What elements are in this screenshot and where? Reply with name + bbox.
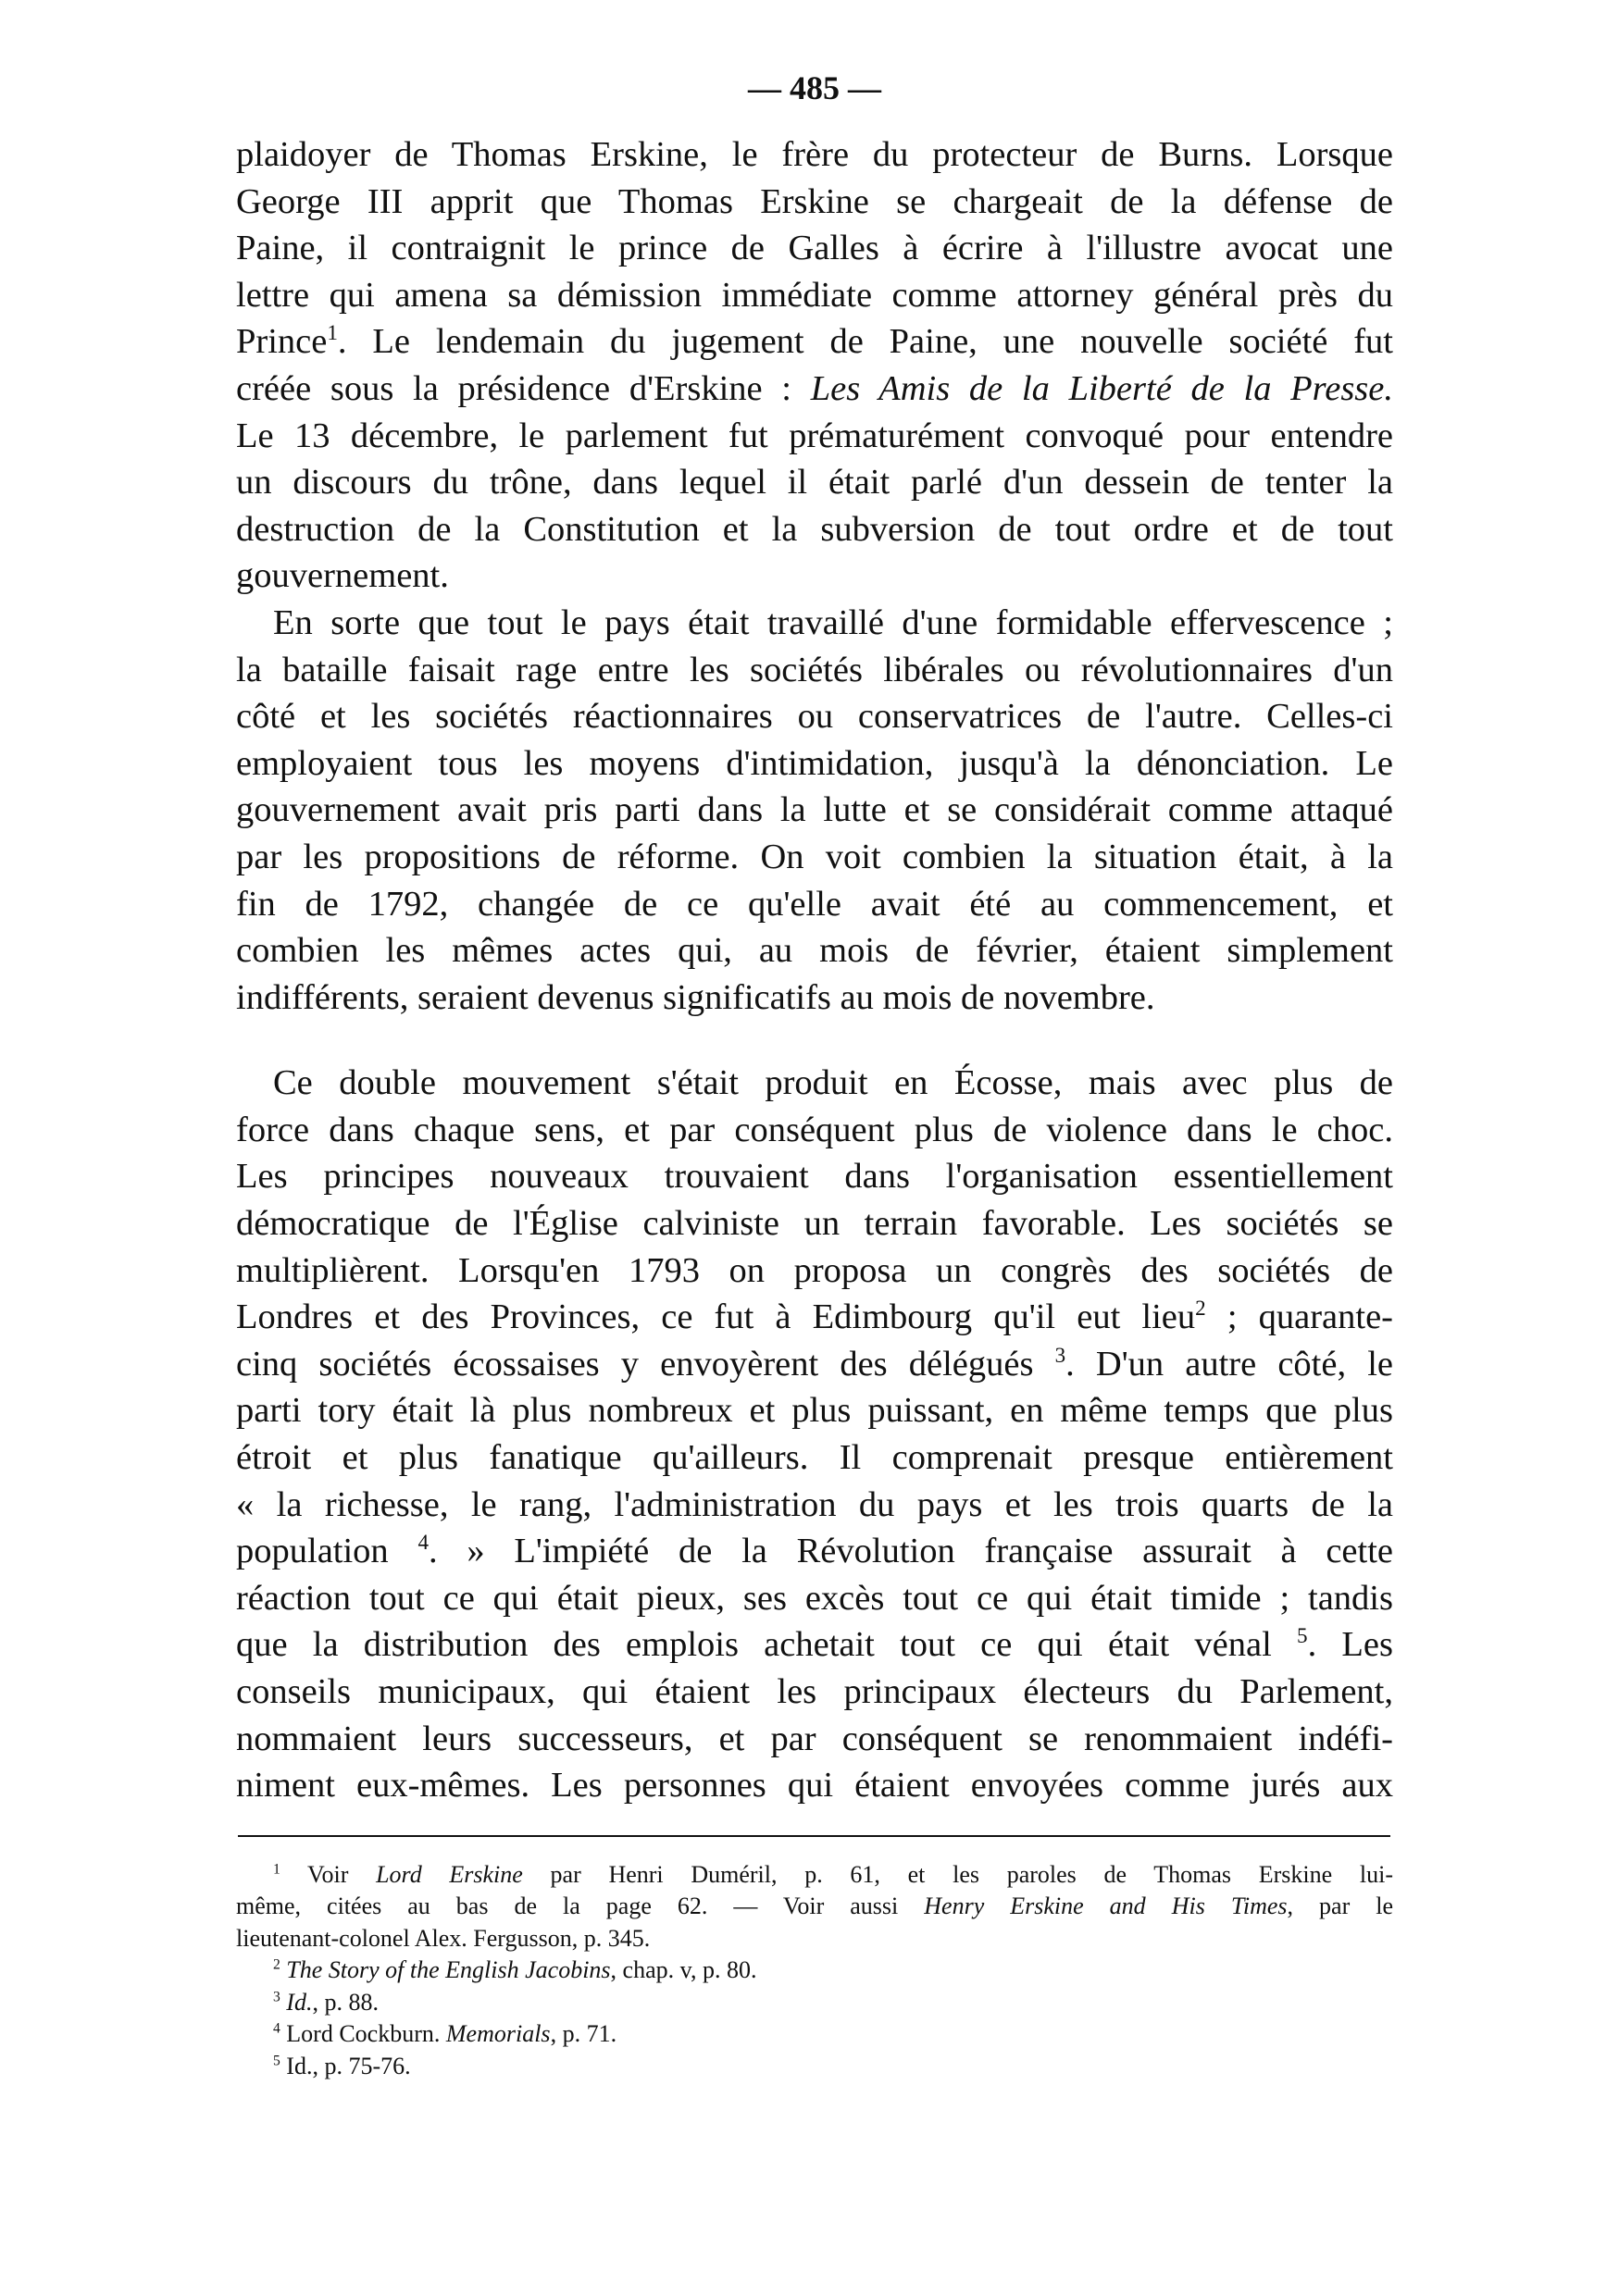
footnote-divider: [238, 1835, 1390, 1837]
text-line: Prince$^1$. Le lendemain du jugement de Paine, une nouvelle société fut: [236, 320, 1393, 362]
footnote-3: $^3$ Id., p. 88.: [273, 1988, 379, 2016]
text-line: créée sous la présidence d'Erskine : Les Amis de la Liberté de la Presse.: [236, 368, 1393, 408]
text-line: fin de 1792, changée de ce qu'elle avait été au commencement, et: [236, 884, 1393, 924]
text-line: lettre qui amena sa démission immédiate comme attorney général près du: [236, 275, 1393, 315]
footnote-ref-4[interactable]: 4: [417, 1530, 429, 1555]
text-line: gouvernement avait pris parti dans la lutte et se considérait comme attaqué: [236, 790, 1393, 830]
text-line: nommaient leurs successeurs, et par conséquent se renommaient indéfi-: [236, 1719, 1393, 1758]
text-line: plaidoyer de Thomas Erskine, le frère du protecteur de Burns. Lorsque: [236, 135, 1393, 174]
footnote-2: $^2$ The Story of the English Jacobins, chap. v, p. 80.: [273, 1956, 757, 1984]
text-line: multiplièrent. Lorsqu'en 1793 on proposa un congrès des sociétés de: [236, 1250, 1393, 1290]
text-line: que la distribution des emplois achetait tout ce qui était vénal $^5$. Les: [236, 1623, 1393, 1665]
footnote-1: $^1$ Voir Lord Erskine par Henri Duméril, p. 61, et les paroles de Thomas Erskine lui-: [273, 1860, 1393, 1888]
text-line: George III apprit que Thomas Erskine se chargeait de la défense de: [236, 181, 1393, 221]
text-line: En sorte que tout le pays était travaillé d'une formidable effervescence ;: [273, 602, 1393, 642]
footnote-5: $^5$ Id., p. 75-76.: [273, 2052, 411, 2079]
text-line: démocratique de l'Église calviniste un terrain favorable. Les sociétés se: [236, 1204, 1393, 1244]
text-line: parti tory était là plus nombreux et plus puissant, en même temps que plus: [236, 1391, 1393, 1431]
footnote-1-end: lieutenant-colonel Alex. Fergusson, p. 345.: [236, 1924, 651, 1952]
text-line: Paine, il contraignit le prince de Galles à écrire à l'illustre avocat une: [236, 229, 1393, 268]
text-line: étroit et plus fanatique qu'ailleurs. Il comprenait presque entièrement: [236, 1438, 1393, 1478]
text-line: réaction tout ce qui était pieux, ses excès tout ce qui était timide ; tandis: [236, 1578, 1393, 1618]
text-line: Londres et des Provinces, ce fut à Edimbourg qu'il eut lieu$^2$ ; quarante-: [236, 1296, 1393, 1337]
text-line: Les principes nouveaux trouvaient dans l'organisation essentiellement: [236, 1157, 1393, 1197]
book-page: [236, 56, 1393, 2082]
text-line: Le 13 décembre, le parlement fut prématurément convoqué pour entendre: [236, 416, 1393, 455]
text-line: côté et les sociétés réactionnaires ou conservatrices de l'autre. Celles-ci: [236, 697, 1393, 737]
footnote-ref-1[interactable]: 1: [327, 320, 338, 345]
paragraph-2: [236, 600, 1393, 1021]
text-line: destruction de la Constitution et la subversion de tout ordre et de tout: [236, 509, 1393, 549]
paragraph-1: [236, 131, 1393, 600]
footnotes: [236, 1859, 1393, 2083]
footnote-ref-5[interactable]: 5: [1297, 1623, 1308, 1648]
society-name: Les Amis de la Liberté de la Presse.: [810, 368, 1393, 408]
text-line: population $^4$. » L'impiété de la Révolution française assurait à cette: [236, 1530, 1394, 1571]
footnote-ref-2[interactable]: 2: [1195, 1296, 1206, 1321]
text-line: conseils municipaux, qui étaient les principaux électeurs du Parlement,: [236, 1672, 1393, 1711]
text-line: Ce double mouvement s'était produit en Écosse, mais avec plus de: [273, 1063, 1393, 1103]
text-line: force dans chaque sens, et par conséquent plus de violence dans le choc.: [236, 1110, 1393, 1149]
text-line: la bataille faisait rage entre les sociétés libérales ou révolutionnaires d'un: [236, 650, 1393, 689]
text-line: combien les mêmes actes qui, au mois de février, étaient simplement: [236, 931, 1393, 971]
text-line: employaient tous les moyens d'intimidation, jusqu'à la dénonciation. Le: [236, 743, 1393, 783]
section-gap: [236, 1021, 1393, 1060]
text-line: « la richesse, le rang, l'administration du pays et les trois quarts de la: [236, 1484, 1393, 1524]
text-line: cinq sociétés écossaises y envoyèrent des délégués $^3$. D'un autre côté, le: [236, 1343, 1393, 1384]
footnote-4: $^4$ Lord Cockburn. Memorials, p. 71.: [273, 2020, 617, 2048]
footnote-1-cont: même, citées au bas de la page 62. — Voir aussi Henry Erskine and His Times, par le: [236, 1893, 1393, 1920]
text-line: un discours du trône, dans lequel il était parlé d'un dessein de tenter la: [236, 463, 1393, 503]
text-line: indifférents, seraient devenus significatifs au mois de novembre.: [236, 977, 1155, 1017]
paragraph-3: [236, 1060, 1393, 1809]
text-line: gouvernement.: [236, 556, 449, 596]
text-line: par les propositions de réforme. On voit combien la situation était, à la: [236, 837, 1393, 876]
page-number: — 485 —: [748, 69, 881, 106]
text-line: niment eux-mêmes. Les personnes qui étaient envoyées comme jurés aux: [236, 1766, 1393, 1806]
footnote-ref-3[interactable]: 3: [1054, 1343, 1066, 1368]
